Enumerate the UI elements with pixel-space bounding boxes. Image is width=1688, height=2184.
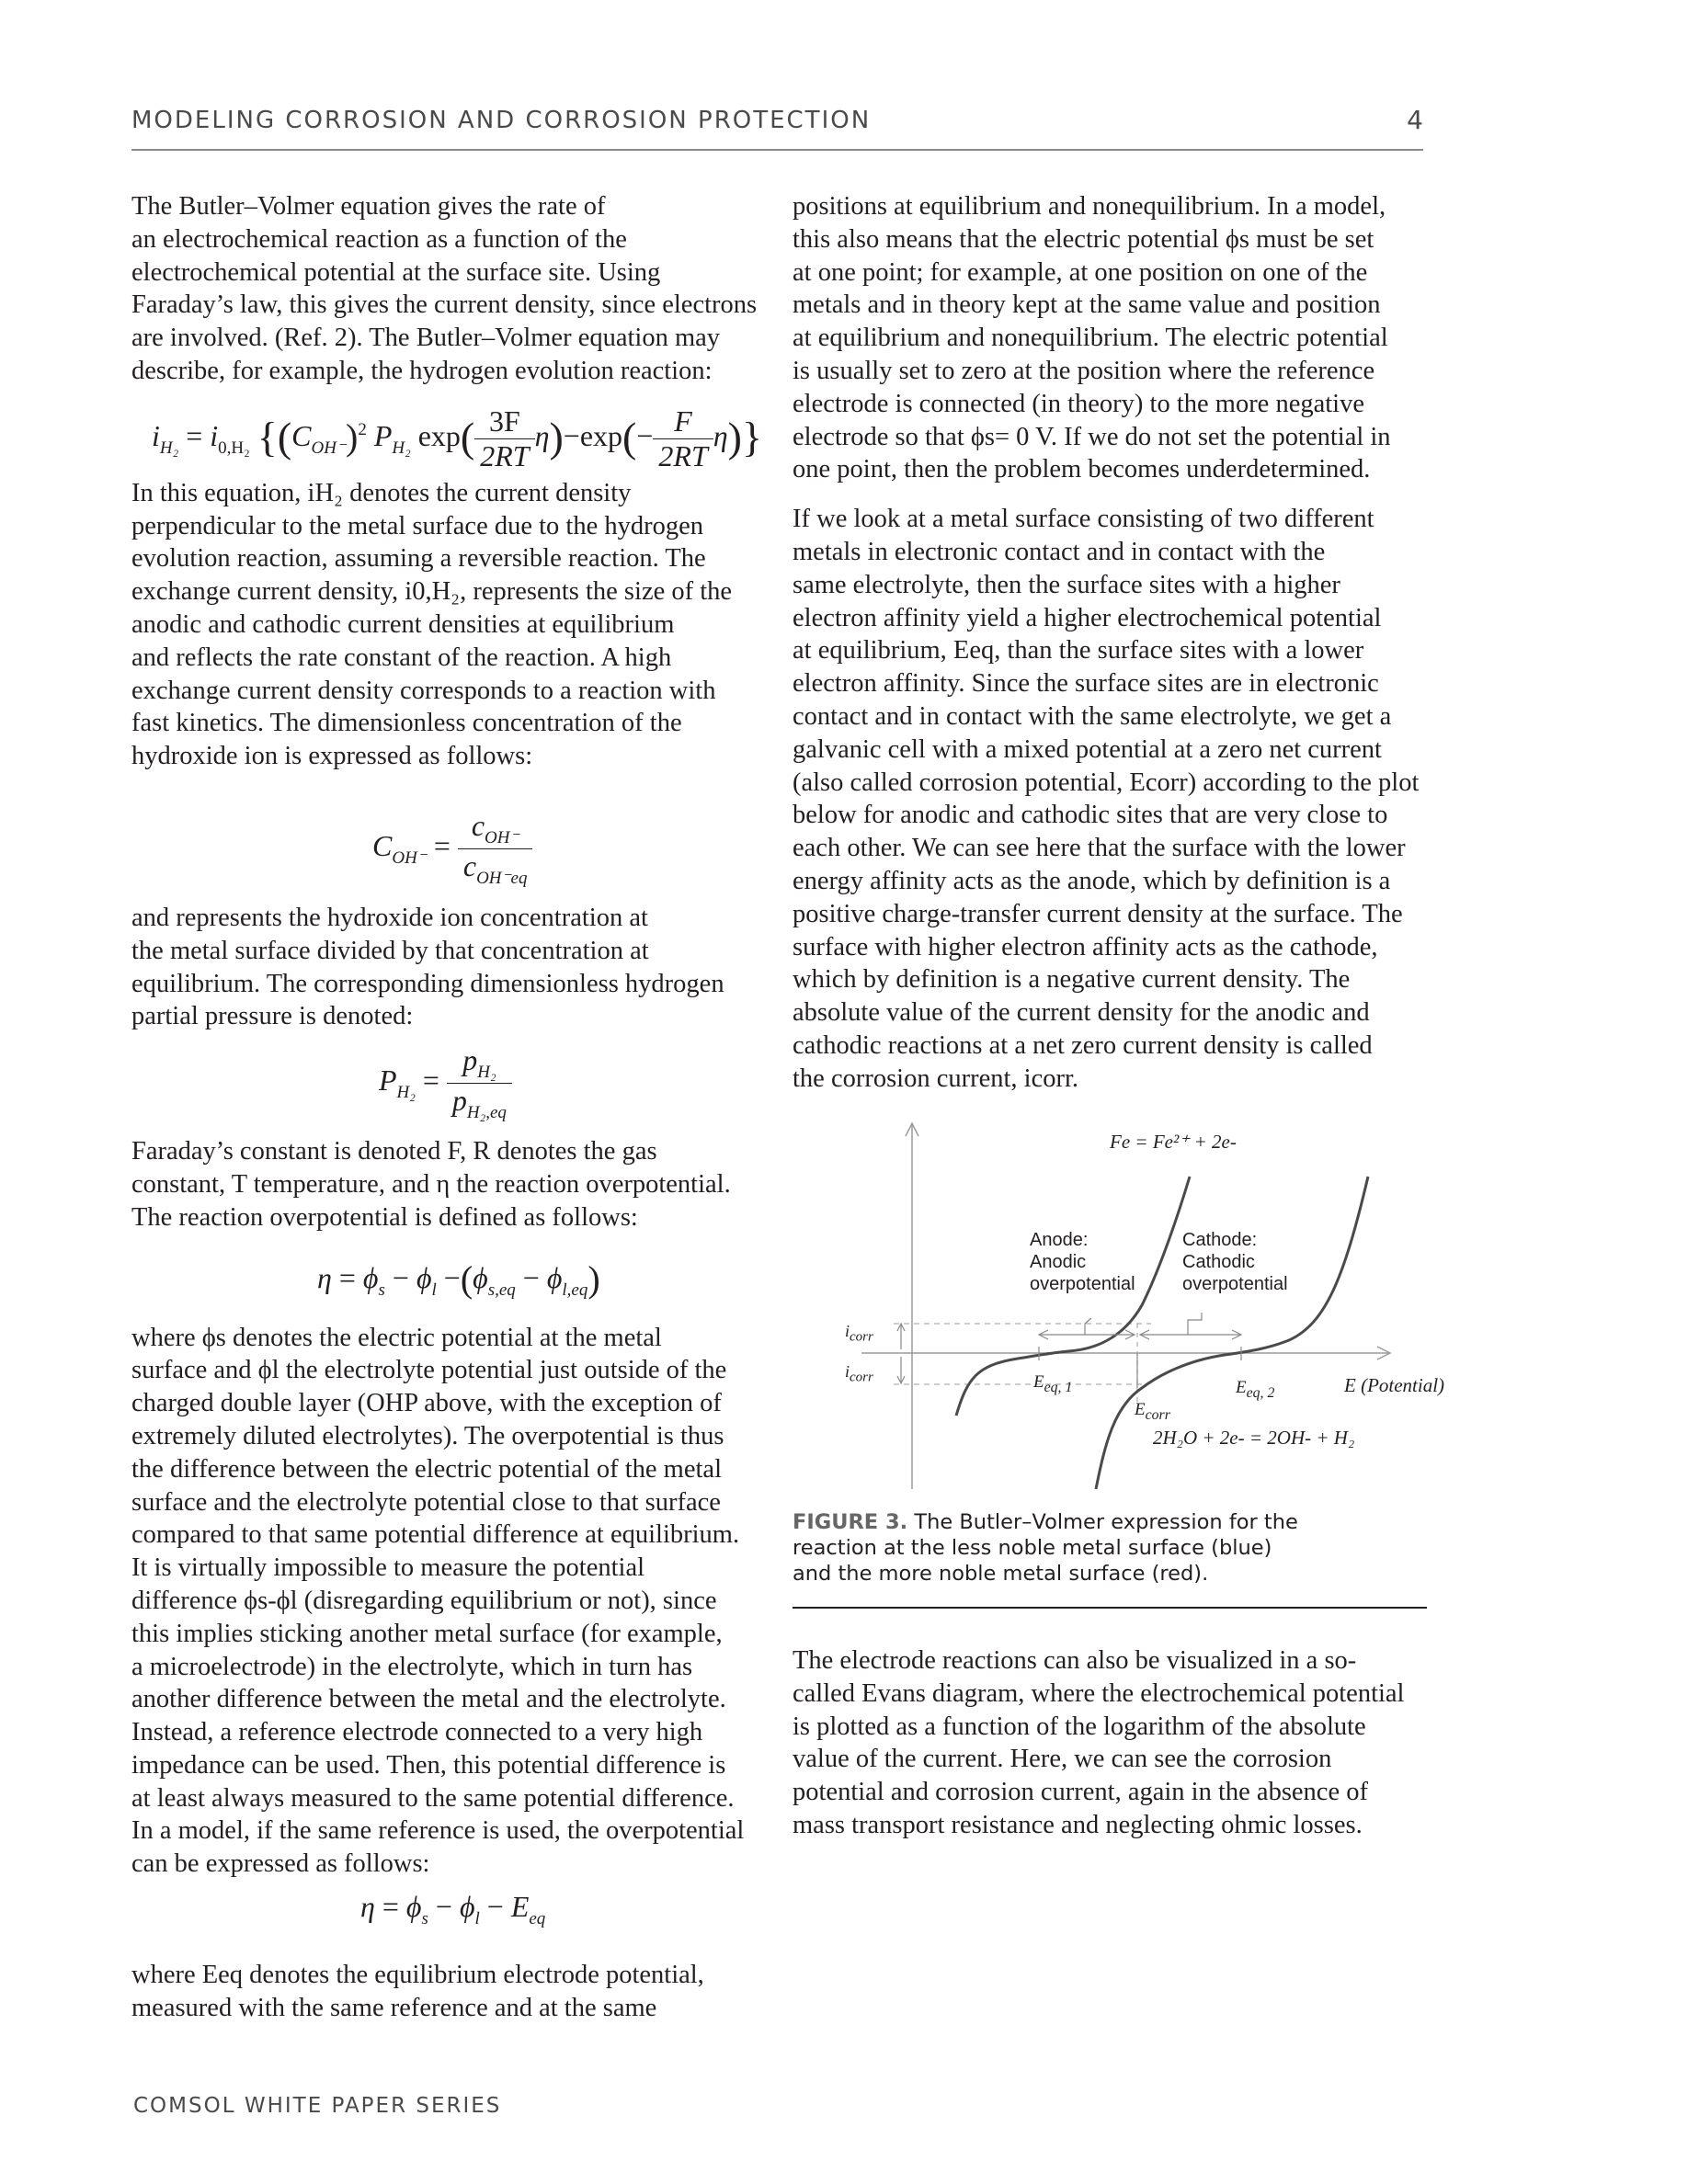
potential-axis-label: E (Potential): [1344, 1374, 1445, 1396]
text-line: which by definition is a negative current density. The: [793, 965, 1351, 995]
text-line: this implies sticking another metal surface (for example,: [131, 1619, 723, 1648]
text-line: positive charge-transfer current density at the surface. The: [793, 899, 1403, 928]
text-line: Faraday’s law, this gives the current density, since electrons: [131, 290, 758, 320]
text-line: (also called corrosion potential, Ecorr) according to the plot: [793, 768, 1420, 797]
running-title: MODELING CORROSION AND CORROSION PROTECTION: [131, 107, 872, 134]
paragraph: [793, 1644, 1427, 1842]
text-line: hydroxide ion is expressed as follows:: [131, 742, 533, 771]
text-line: a microelectrode) in the electrolyte, which in turn has: [131, 1652, 693, 1681]
text-line: the difference between the electric potential of the metal: [131, 1454, 722, 1484]
cathode-label: Cathode: Cathodic overpotential: [1182, 1230, 1288, 1294]
text-line: can be expressed as follows:: [131, 1849, 430, 1879]
pressure-equation: $P_{H_2}$ = $\frac{p_{H_2}}{p_{H_2,eq}}$: [379, 1043, 512, 1123]
figure-butler-volmer-plot: [793, 1112, 1454, 1517]
text-line: fast kinetics. The dimensionless concentration of the: [131, 709, 682, 738]
text-line: an electrochemical reaction as a function of the: [131, 224, 627, 254]
fe-reaction-label: Fe = Fe²⁺ + 2e-: [1110, 1131, 1237, 1153]
text-line: surface and the electrolyte potential close to that surface: [131, 1487, 721, 1517]
text-line: exchange current density corresponds to a reaction with: [131, 676, 716, 705]
text-line: anodic and cathodic current densities at equilibrium: [131, 609, 675, 639]
text-line: are involved. (Ref. 2). The Butler–Volmer equation may: [131, 324, 721, 353]
page-footer: COMSOL WHITE PAPER SERIES: [133, 2094, 502, 2118]
text-line: is usually set to zero at the position where the reference: [793, 356, 1375, 385]
paragraph: [131, 477, 766, 773]
right-column-lower: [793, 1644, 1427, 1842]
text-line: electron affinity yield a higher electrochemical potential: [793, 603, 1382, 632]
text-line: at least always measured to the same potential difference.: [131, 1783, 735, 1813]
text-line: called Evans diagram, where the electrochemical potential: [793, 1678, 1405, 1708]
text-line: positions at equilibrium and nonequilibrium. In a model,: [793, 192, 1386, 221]
text-line: surface and ϕl the electrolyte potential just outside of the: [131, 1356, 727, 1385]
text-line: The Butler–Volmer equation gives the rate of: [131, 192, 606, 221]
text-line: electrode so that ϕs= 0 V. If we do not set the potential in: [793, 422, 1391, 451]
text-line: measured with the same reference and at the same: [131, 1993, 657, 2022]
text-line: is plotted as a function of the logarithm of the absolute: [793, 1712, 1366, 1741]
text-line: each other. We can see here that the surface with the lower: [793, 834, 1406, 863]
text-line: metals in electronic contact and in contact with the: [793, 537, 1326, 566]
figure-caption: FIGURE 3. The Butler–Volmer expression for the reaction at the less noble metal surface (blue) and the more noble metal surface (red).: [793, 1510, 1298, 1586]
text-line: another difference between the metal and the electrolyte.: [131, 1685, 726, 1714]
paragraph-gap: [793, 486, 1427, 503]
text-line: below for anodic and cathodic sites that are very close to: [793, 801, 1388, 830]
page-number: 4: [1407, 105, 1423, 135]
paragraph: [131, 1322, 766, 1882]
text-line: equilibrium. The corresponding dimensionless hydrogen: [131, 969, 724, 998]
text-line: perpendicular to the metal surface due to the hydrogen: [131, 511, 704, 540]
text-line: galvanic cell with a mixed potential at a zero net current: [793, 734, 1382, 764]
text-line: absolute value of the current density for the anodic and: [793, 998, 1370, 1028]
text-line: where Eeq denotes the equilibrium electrode potential,: [131, 1961, 704, 1990]
eeq2-label: $E_{eq, 2}$: [1236, 1378, 1275, 1401]
text-line: one point, then the problem becomes underdetermined.: [793, 455, 1371, 484]
text-line: surface with higher electron affinity acts as the cathode,: [793, 932, 1378, 961]
text-line: exchange current density, i0,H₂, represents the size of the: [131, 577, 733, 607]
butler-volmer-equation: $i_{H_2} = i_{0,H_2}$ {$(C_{OH^-})^2$ $P_{H_2}$ exp( $\frac{3F}{2RT}$ η)−exp(− $\frac{F}{2RT}$ η)}: [152, 404, 763, 472]
concentration-equation: $C_{OH^-}$ = $\frac{c_{OH^-}}{c_{OH^-eq}}$: [372, 809, 532, 889]
text-line: difference ϕs-ϕl (disregarding equilibrium or not), since: [131, 1586, 717, 1615]
text-line: describe, for example, the hydrogen evolution reaction:: [131, 356, 713, 385]
text-line: compared to that same potential difference at equilibrium.: [131, 1520, 740, 1550]
page-header: [131, 103, 1423, 151]
text-line: mass transport resistance and neglecting ohmic losses.: [793, 1810, 1363, 1839]
text-line: value of the current. Here, we can see the corrosion: [793, 1745, 1332, 1774]
caption-number: FIGURE 3.: [793, 1510, 908, 1534]
text-line: In a model, if the same reference is used, the overpotential: [131, 1816, 745, 1846]
text-line: In this equation, iH₂ denotes the current density: [131, 478, 632, 507]
anode-label: Anode: Anodic overpotential: [1030, 1230, 1135, 1294]
ecorr-label: $E_{corr}$: [1135, 1400, 1170, 1423]
text-line: If we look at a metal surface consisting of two different: [793, 505, 1374, 534]
text-line: and represents the hydroxide ion concentration at: [131, 903, 648, 932]
h2-reaction-label: 2H₂O + 2e- = 2OH- + H₂: [1153, 1427, 1355, 1449]
text-line: It is virtually impossible to measure the potential: [131, 1553, 645, 1583]
text-line: and reflects the rate constant of the reaction. A high: [131, 643, 672, 672]
text-line: electrochemical potential at the surface site. Using: [131, 257, 661, 287]
paragraph: [793, 503, 1427, 1095]
text-line: Instead, a reference electrode connected to a very high: [131, 1718, 703, 1747]
figure-graphic: [793, 1112, 1454, 1517]
text-line: energy affinity acts as the anode, which by definition is a: [793, 866, 1391, 895]
text-line: cathodic reactions at a net zero current density is called: [793, 1030, 1373, 1060]
text-line: partial pressure is denoted:: [131, 1002, 414, 1031]
eeq1-label: $E_{eq, 1}$: [1033, 1372, 1073, 1395]
text-line: Faraday’s constant is denoted F, R denotes the gas: [131, 1137, 657, 1166]
overpotential-equation: $\eta = \phi_s - \phi_l -(\phi_{s,eq} - \phi_{l,eq})$: [317, 1258, 600, 1300]
text-line: at one point; for example, at one position on one of the: [793, 257, 1368, 287]
text-line: extremely diluted electrolytes). The overpotential is thus: [131, 1421, 724, 1450]
paragraph: [131, 902, 766, 1033]
text-line: charged double layer (OHP above, with the exception of: [131, 1389, 722, 1418]
icorr-bottom-label: $i_{corr}$: [845, 1362, 873, 1385]
text-line: The electrode reactions can also be visualized in a so-: [793, 1646, 1357, 1675]
text-line: impedance can be used. Then, this potential difference is: [131, 1750, 726, 1780]
text-line: contact and in contact with the same electrolyte, we get a: [793, 701, 1392, 731]
text-line: The reaction overpotential is defined as follows:: [131, 1202, 638, 1232]
paragraph: [793, 190, 1427, 486]
text-line: this also means that the electric potential ϕs must be set: [793, 224, 1374, 254]
paragraph: [131, 1959, 766, 2025]
text-line: potential and corrosion current, again in the absence of: [793, 1778, 1368, 1807]
caption-rule: [793, 1607, 1427, 1609]
text-line: at equilibrium, Eeq, than the surface sites with a lower: [793, 636, 1364, 665]
paragraph: [131, 190, 766, 388]
text-line: the metal surface divided by that concentration at: [131, 936, 649, 965]
text-line: electrode is connected (in theory) to the more negative: [793, 389, 1364, 418]
text-line: constant, T temperature, and η the reaction overpotential.: [131, 1169, 731, 1199]
text-line: where ϕs denotes the electric potential at the metal: [131, 1323, 662, 1352]
text-line: at equilibrium and nonequilibrium. The electric potential: [793, 324, 1388, 353]
text-line: evolution reaction, assuming a reversible reaction. The: [131, 544, 706, 574]
paragraph: [131, 1135, 766, 1234]
text-line: same electrolyte, then the surface sites with a higher: [793, 570, 1340, 599]
text-line: the corrosion current, icorr.: [793, 1064, 1079, 1093]
right-column: [793, 190, 1427, 1096]
overpotential-reference-equation: $\eta = \phi_s - \phi_l - E_{eq}$: [360, 1890, 546, 1928]
text-line: metals and in theory kept at the same value and position: [793, 290, 1381, 320]
icorr-top-label: $i_{corr}$: [845, 1322, 873, 1345]
text-line: electron affinity. Since the surface sites are in electronic: [793, 669, 1379, 699]
